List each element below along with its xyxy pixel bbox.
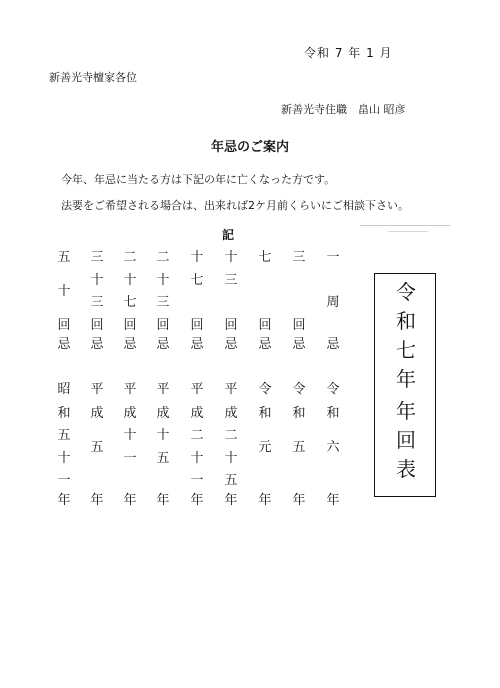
year-char: 五 xyxy=(57,428,71,443)
year-char: 一 xyxy=(57,473,71,488)
box-title-char: 令 xyxy=(396,280,416,304)
ki-char: 忌 xyxy=(156,337,170,352)
year-char: 成 xyxy=(224,406,238,421)
year-char: 年 xyxy=(123,493,137,508)
year-char: 一 xyxy=(123,451,137,466)
anniversary-char: 周 xyxy=(326,295,340,310)
anniversary-char: 七 xyxy=(258,250,272,265)
year-char: 二 xyxy=(190,428,204,443)
box-title-char: 和 xyxy=(396,309,416,333)
anniversary-char: 二 xyxy=(123,250,137,265)
box-title-char: 七 xyxy=(396,338,416,362)
year-char: 平 xyxy=(224,382,238,397)
ki-char: 回 xyxy=(258,318,272,333)
year-char: 五 xyxy=(292,439,306,455)
year-char: 十 xyxy=(123,428,137,443)
year-char: 年 xyxy=(258,493,272,508)
ki-char: 忌 xyxy=(258,337,272,352)
ki-char: 忌 xyxy=(123,337,137,352)
year-char: 成 xyxy=(123,406,137,421)
year-char: 五 xyxy=(156,451,170,466)
year-char: 五 xyxy=(90,439,104,455)
scan-artifact-line xyxy=(388,231,428,232)
ki-char: 忌 xyxy=(190,337,204,352)
ki-char: 回 xyxy=(156,318,170,333)
year-char: 年 xyxy=(224,493,238,508)
year-char: 年 xyxy=(326,493,340,508)
year-char: 六 xyxy=(326,439,340,455)
year-char: 十 xyxy=(156,428,170,443)
year-char: 和 xyxy=(292,406,306,421)
year-char: 年 xyxy=(57,493,71,508)
recipient-line: 新善光寺檀家各位 xyxy=(49,71,137,84)
document-title: 年忌のご案内 xyxy=(210,140,289,155)
anniversary-char: 三 xyxy=(90,250,104,265)
ki-char: 忌 xyxy=(224,337,238,352)
year-char: 年 xyxy=(90,493,104,508)
anniversary-char: 三 xyxy=(224,273,238,288)
year-char: 年 xyxy=(156,493,170,508)
anniversary-char: 十 xyxy=(57,284,71,299)
anniversary-char: 一 xyxy=(326,250,340,265)
body-line-2: 法要をご希望される場合は、出来れば2ケ月前くらいにご相談下さい。 xyxy=(61,199,409,212)
year-char: 一 xyxy=(190,473,204,488)
year-char: 平 xyxy=(190,382,204,397)
anniversary-char: 三 xyxy=(292,250,306,265)
year-char: 平 xyxy=(156,382,170,397)
ki-char: 回 xyxy=(57,318,71,333)
anniversary-char: 三 xyxy=(90,295,104,310)
year-char: 和 xyxy=(57,406,71,421)
box-title-char: 回 xyxy=(396,428,416,452)
ki-char: 忌 xyxy=(326,337,340,352)
year-char: 元 xyxy=(258,439,272,455)
ki-char: 忌 xyxy=(90,337,104,352)
anniversary-char: 七 xyxy=(190,273,204,288)
ki-char: 回 xyxy=(90,318,104,333)
ki-char: 忌 xyxy=(57,337,71,352)
year-char: 成 xyxy=(90,406,104,421)
year-char: 十 xyxy=(224,451,238,466)
year-char: 年 xyxy=(190,493,204,508)
year-char: 令 xyxy=(326,382,340,397)
ki-char: 回 xyxy=(190,318,204,333)
year-char: 二 xyxy=(224,428,238,443)
ki-char: 忌 xyxy=(292,337,306,352)
anniversary-char: 十 xyxy=(156,273,170,288)
ki-heading: 記 xyxy=(222,228,235,242)
ki-char: 回 xyxy=(123,318,137,333)
anniversary-char: 三 xyxy=(156,295,170,310)
document-date: 令和 7 年 1 月 xyxy=(304,46,393,60)
year-char: 成 xyxy=(156,406,170,421)
memorial-table-title-box xyxy=(374,273,436,497)
ki-char: 回 xyxy=(224,318,238,333)
year-char: 十 xyxy=(190,451,204,466)
ki-char: 回 xyxy=(292,318,306,333)
year-char: 和 xyxy=(326,406,340,421)
box-title-char: 表 xyxy=(396,457,416,481)
body-line-1: 今年、年忌に当たる方は下記の年に亡くなった方です。 xyxy=(61,173,336,186)
anniversary-char: 十 xyxy=(190,250,204,265)
anniversary-char: 七 xyxy=(123,295,137,310)
year-char: 年 xyxy=(292,493,306,508)
year-char: 成 xyxy=(190,406,204,421)
scan-artifact-line xyxy=(360,225,450,226)
year-char: 平 xyxy=(123,382,137,397)
anniversary-char: 十 xyxy=(123,273,137,288)
year-char: 和 xyxy=(258,406,272,421)
box-title-char: 年 xyxy=(396,367,416,391)
box-title-char: 年 xyxy=(396,399,416,423)
year-char: 令 xyxy=(258,382,272,397)
year-char: 十 xyxy=(57,451,71,466)
year-char: 平 xyxy=(90,382,104,397)
anniversary-char: 十 xyxy=(90,273,104,288)
anniversary-char: 十 xyxy=(224,250,238,265)
year-char: 令 xyxy=(292,382,306,397)
anniversary-char: 五 xyxy=(57,250,71,265)
year-char: 五 xyxy=(224,473,238,488)
sender-line: 新善光寺住職 畠山 昭彦 xyxy=(281,103,406,116)
year-char: 昭 xyxy=(57,382,71,397)
anniversary-char: 二 xyxy=(156,250,170,265)
